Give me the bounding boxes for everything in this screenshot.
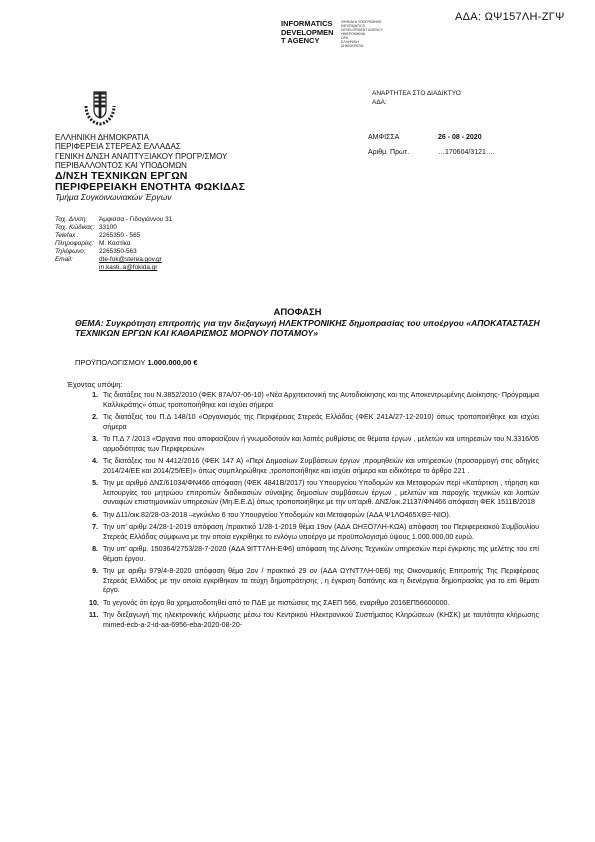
digital-signature-stamp: ΨΗΦΙΑΚΑ ΥΠΟΓΡΑΦΗΚΕ INFORMATICS DEVELOPMENT AGENCY ΗΜΕΡΟΜΗΝΙΑ ΩΡΑ ΕΛΛΗΝΙΚΗ ΔΗΜΟΚΡΑΤΙΑ	[341, 20, 383, 48]
contact-details: Ταχ. Δ/νση: Άμφισσα - Γιδογιάννου 31 Ταχ. Κώδικας: 33100 Telefax : 2265350 - 565 Πληροφορίες: Μ. Καστίκα Τηλέφωνο: 2265350-563 Email: dte-fok@sterea.gov.gr m.kasti..a@fokida.gr	[55, 216, 173, 271]
list-item: 6. Την Δ11/οικ.82/28-03-2018 –εγκύκλιο 6 του Υπουργείου Υποδομών και Μεταφορών (ΑΔΑ Ψ1ΛΟ465ΧΘΞ-ΝΙΟ).	[92, 510, 451, 519]
considerations-heading: Έχοντας υπόψη:	[67, 380, 123, 389]
list-item: 8. Την υπ' αριθμ. 150364/2753/28-7-2020 (ΑΔΑ 9ΙΤΤ7ΛΗ-ΕΦ6) απόφαση της Δ/νσης Τεχνικών υπηρεσιών περί έγκρισης της μελέτης του επί θέματι έργου.	[92, 545, 539, 563]
department-name: Τμήμα Συγκοινωνιακών Έργων	[55, 191, 172, 202]
list-item: 7. Την υπ' αριθμ 24/28-1-2019 απόφαση /πρακτικό 1/28-1-2019 θέμα 19ον (ΑΔΑ ΩΗΞΟ7ΛΗ-ΚΩΑ) απόφαση του Περιφερειακού Συμβουλίου Στερεάς Ελλάδας σύμφωνα με την οποία εγκρίθηκε το ενλόγω υποέργο με προϋπολογισμό ύψους 1.000.000,00 ευρώ.	[92, 523, 539, 541]
list-item: 10. Το γεγονός ότι έργο θα χρηματοδοτηθεί από το ΠΔΕ με πιστώσεις της ΣΑΕΠ 566, εναριθμο 2016ΕΠ56600000.	[89, 598, 450, 607]
list-item: 11. Την διεξαγωγή της ηλεκτρονικής κλήρωσης μέσω του Κεντρικού Ηλεκτρονικού Συστήματος Κληρώσεων (ΚΗΣΚ) με ταυτότητα κλήρωσης mimed-ecb-a-2-id-aa-6956-eba-2020-08-20-	[89, 611, 539, 629]
email-link-primary[interactable]: dte-fok@sterea.gov.gr	[99, 256, 162, 263]
document-date: 26 - 08 - 2020	[438, 134, 482, 141]
date-protocol-block: ΑΜΦΙΣΣΑ 26 - 08 - 2020 Αριθμ. Πρωτ. …170604/3121….	[368, 134, 495, 156]
issuer-block: ΕΛΛΗΝΙΚΗ ΔΗΜΟΚΡΑΤΙΑ ΠΕΡΙΦΕΡΕΙΑ ΣΤΕΡΕΑΣ ΕΛΛΑΔΑΣ ΓΕΝΙΚΗ Δ/ΝΣΗ ΑΝΑΠΤΥΞΙΑΚΟΥ ΠΡΟΓΡ/ΣΜΟΥ ΠΕΡΙΒΑΛΛΟΝΤΟΣ ΚΑΙ ΥΠΟΔΟΜΩΝ Δ/ΝΣΗ ΤΕΧΝΙΚΩΝ ΕΡΓΩΝ ΠΕΡΙΦΕΡΕΙΑΚΗ ΕΝΟΤΗΤΑ ΦΩΚΙΔΑΣ Τμήμα Συγκοινωνιακών Έργων	[55, 133, 335, 202]
regional-unit-title: ΠΕΡΙΦΕΡΕΙΑΚΗ ΕΝΟΤΗΤΑ ΦΩΚΙΔΑΣ	[55, 180, 246, 193]
greek-emblem-icon	[80, 86, 120, 126]
list-item: 1. Τις διατάξεις του Ν.3852/2010 (ΦΕΚ 87Α/07-06-10) «Νέα Αρχιτεκτονική της Αυτοδιοίκησης και της Αποκεντρωμένης Διοίκησης- Πρόγραμμα Καλλικράτης» όπως τροποποιήθηκε και ισχύει σήμερα	[92, 391, 539, 409]
ada-code: ΑΔΑ: ΩΨ157ΛΗ-ΖΓΨ	[455, 11, 565, 23]
budget-line: ΠΡΟΫΠΟΛΟΓΙΣΜΟΥ 1.000.000,00 €	[75, 358, 198, 367]
list-item: 9. Την με αριθμ 979/4-8-2020 απόφαση θέμα 2ον / πρακτικό 29 ον (ΑΔΑ ΩΥΝΤ7ΛΗ-0Ε6) της Οικονομικής Επιτροπής Της Περιφέρειας Στερεάς Ελλάδος με την οποία εγκρίθηκαν τα τεύχη δημοπράτησης , η έγκριση δαπάνης και η διενέργεια δημοπρασίας για το επί θέματι έργο.	[92, 567, 539, 594]
list-item: 2. Τις διατάξεις του Π.Δ 148/10 «Οργανισμός της Περιφέρειας Στερεάς Ελλάδας (ΦΕΚ 241Α/27-12-2010) όπως τροποποιήθηκε και ισχύει σήμερα	[92, 413, 539, 431]
agency-logo-text: INFORMATICS DEVELOPMEN T AGENCY	[281, 19, 334, 45]
document-title: ΑΠΟΦΑΣΗ	[273, 307, 322, 318]
posting-notice: ΑΝΑΡΤΗΤΕΑ ΣΤΟ ΔΙΑΔΙΚΤΥΟ ΑΔΑ:	[372, 90, 461, 106]
list-item: 5. Την με αριθμό ΔΝΣ/61034/ΦΝ466 απόφαση (ΦΕΚ 4841Β/2017) του Υπουργείου Υποδομών και Μεταφορών περί «Κατάρτιση , τήρηση και λειτουργίες του μητρώου επιτροπών διαδικασιών σύναψης δημοσίων συμβάσεων έργων , μελετών και παροχής τεχνικών και λοιπών συναφών επιστημονικών υπηρεσιών (Μη.Ε.Ε.Δ) όπως τροποποιήθηκε με την υπ'αριθ. ΔΝΣ/οικ.21137/ΦΝ466 απόφαση ΦΕΚ 1511Β/2018	[92, 479, 539, 506]
protocol-number: …170604/3121….	[438, 149, 495, 156]
list-item: 3. Το Π.Δ 7 /2013 «Όργανα που αποφασίζουν ή γνωμοδοτούν και λοιπές ρυθμίσεις σε θέματα έργων , μελετών και υπηρεσιών του Ν.3316/05 αρμοδιότητας των Περιφερειών»	[92, 435, 539, 453]
considerations-list	[89, 391, 539, 633]
list-item: 4. Τις διατάξεις του Ν 4412/2016 (ΦΕΚ 147 Α) «Περί Δημοσίων Συμβάσεων έργων ,προμηθειών και υπηρεσιών (προσαρμογή στις οδηγίες 2014/24/ΕΕ και 2014/25/ΕΕ)» όπως συμπληρώθηκε ,τροποποιήθηκε και ισχύει σήμερα και ειδικότερα το άρθρο 221 .	[92, 457, 539, 475]
email-link-secondary[interactable]: m.kasti..a@fokida.gr	[99, 264, 158, 271]
directorate-title: Δ/ΝΣΗ ΤΕΧΝΙΚΩΝ ΕΡΓΩΝ	[55, 169, 188, 182]
document-subject: ΘΕΜΑ: Συγκρότηση επιτροπής για την διεξαγωγή ΗΛΕΚΤΡΟΝΙΚΗΣ δημοπρασίας του υποέργου «ΑΠΟΚΑΤΑΣΤΑΣΗ ΤΕΧΝΙΚΩΝ ΕΡΓΩΝ ΚΑΙ ΚΑΘΑΡΙΣΜΟΣ ΜΟΡΝΟΥ ΠΟΤΑΜΟΥ»	[75, 318, 540, 338]
